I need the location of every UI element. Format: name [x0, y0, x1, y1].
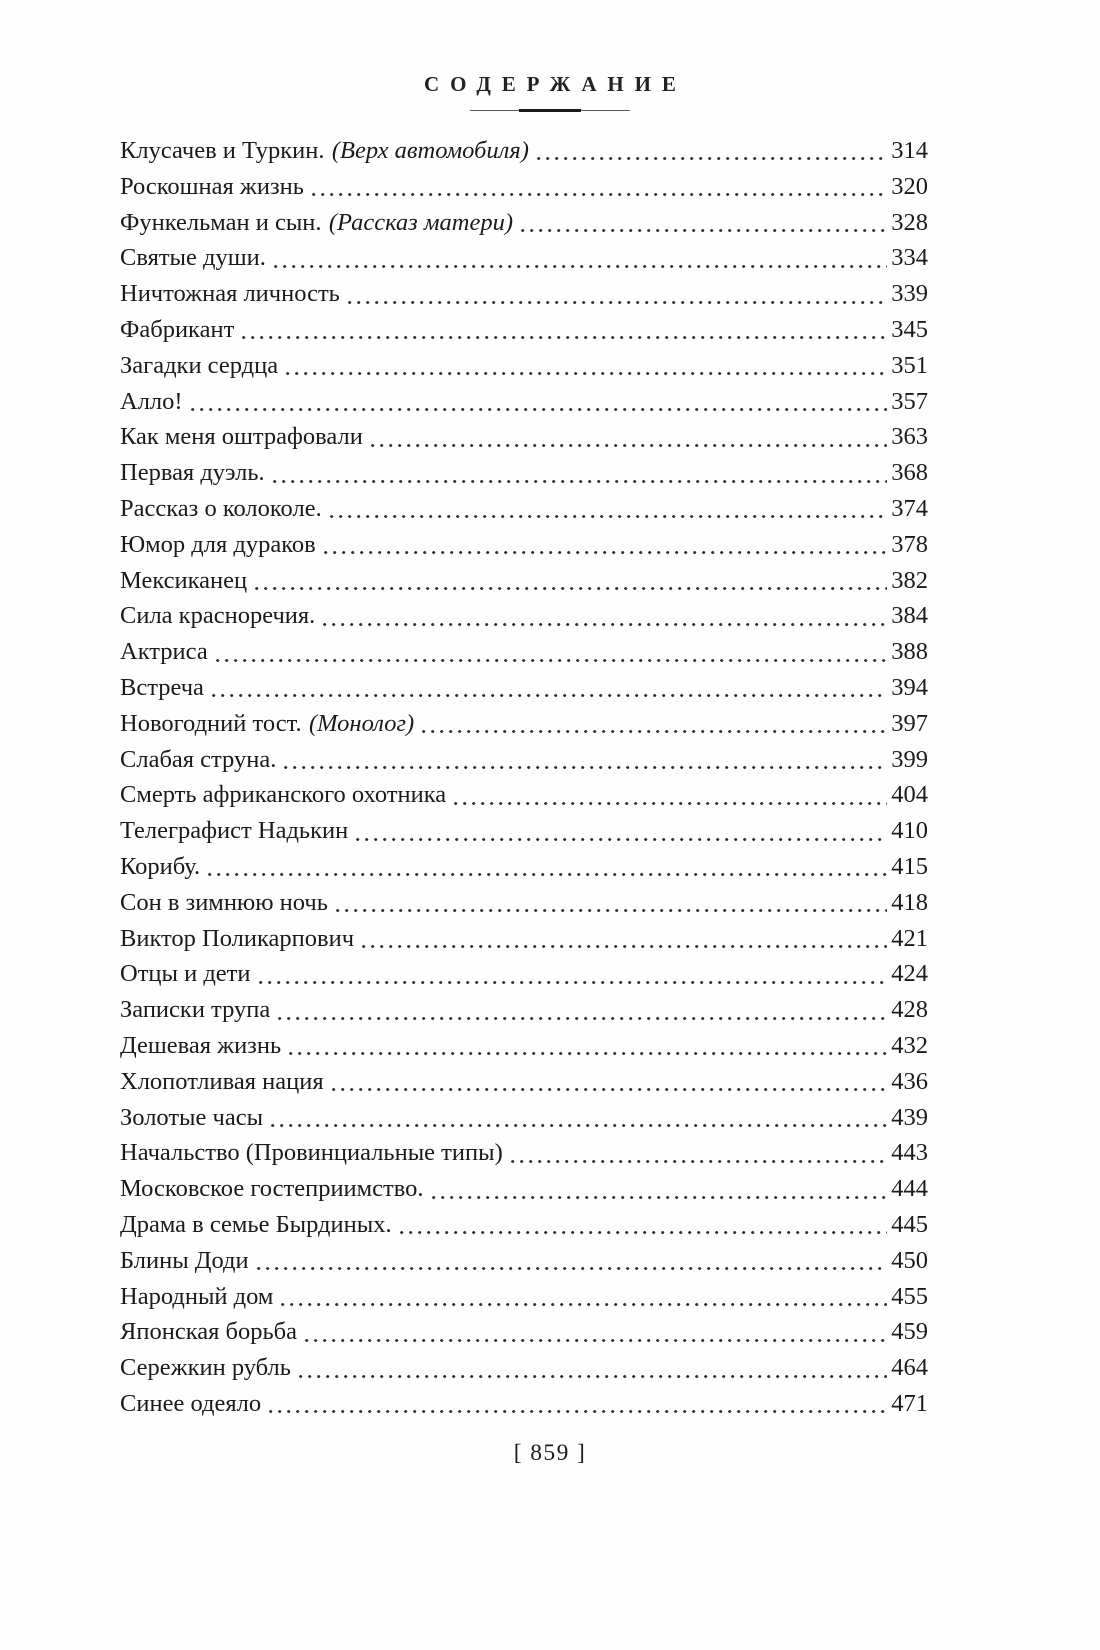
toc-entry-page: 455: [891, 1282, 928, 1310]
toc-entry: [120, 1100, 928, 1136]
toc-entry-page: 388: [891, 638, 928, 666]
header-ornament-divider: [470, 108, 630, 114]
toc-entry: [120, 634, 928, 670]
toc-entry-title: Народный дом: [120, 1282, 274, 1310]
toc-entry-page: 397: [891, 709, 928, 737]
toc-entry: [120, 240, 928, 276]
toc-entry-page: 399: [891, 745, 928, 773]
dot-leader: [276, 992, 889, 1028]
toc-entry-title: Сон в зимнюю ночь: [120, 888, 328, 916]
toc-entry: [120, 956, 928, 992]
toc-entry: [120, 205, 928, 241]
toc-entry-title: Ничтожная личность: [120, 280, 340, 308]
toc-entry: [120, 419, 928, 455]
dot-leader: [214, 634, 890, 670]
toc-entry: [120, 312, 928, 348]
dot-leader: [255, 1243, 890, 1279]
toc-entry: [120, 1064, 928, 1100]
toc-entry-title: Блины Доди: [120, 1246, 249, 1274]
toc-entry-title: Отцы и дети: [120, 960, 251, 988]
toc-entry: [120, 348, 928, 384]
dot-leader: [287, 1028, 889, 1064]
toc-entry-page: 464: [891, 1354, 928, 1382]
toc-entry-title: Слабая струна.: [120, 745, 277, 773]
toc-entry-title: Святые души.: [120, 244, 266, 272]
toc-entry: [120, 813, 928, 849]
dot-leader: [346, 276, 889, 312]
toc-entry-page: 368: [891, 459, 928, 487]
toc-entry-title: Телеграфист Надькин: [120, 817, 349, 845]
dot-leader: [272, 240, 889, 276]
toc-entry-title: Синее одеяло: [120, 1389, 262, 1417]
toc-entry-title: Алло!: [120, 387, 183, 415]
toc-entry-title: Драма в семье Бырдиных.: [120, 1210, 392, 1238]
dot-leader: [328, 491, 890, 527]
toc-entry-page: 378: [891, 530, 928, 558]
toc-entry-title: Виктор Поликарпович: [120, 924, 355, 952]
toc-entry: [120, 1386, 928, 1422]
toc-entry-page: 444: [891, 1175, 928, 1203]
dot-leader: [210, 670, 889, 706]
toc-entry: [120, 276, 928, 312]
toc-entry-page: 339: [891, 280, 928, 308]
toc-entry-title: Начальство (Провинциальные типы): [120, 1139, 503, 1167]
toc-entry-page: 345: [891, 315, 928, 343]
dot-leader: [354, 813, 889, 849]
dot-leader: [334, 885, 889, 921]
toc-entry-title: Клусачев и Туркин.: [120, 137, 325, 164]
dot-leader: [271, 455, 890, 491]
dot-leader: [269, 1100, 889, 1136]
toc-entry: [120, 1243, 928, 1279]
toc-entry-title: Корибу.: [120, 852, 201, 880]
toc-entry: [120, 169, 928, 205]
toc-entry-page: 374: [891, 494, 928, 522]
toc-entry-title: Хлопотливая нация: [120, 1067, 324, 1095]
dot-leader: [267, 1386, 889, 1422]
toc-entry-title: Записки трупа: [120, 996, 271, 1024]
toc-entry-title: Смерть африканского охотника: [120, 781, 447, 809]
dot-leader: [206, 849, 889, 885]
toc-entry-page: 421: [891, 924, 928, 952]
dot-leader: [282, 742, 889, 778]
toc-entry: [120, 706, 928, 742]
toc-entry-page: 424: [891, 960, 928, 988]
toc-entry-title: Функельман и сын.: [120, 208, 322, 236]
toc-entry-page: 450: [891, 1246, 928, 1274]
toc-entry-title: Как меня оштрафовали: [120, 423, 363, 451]
toc-entry-title: Встреча: [120, 673, 204, 701]
toc-entry-title: Актриса: [120, 638, 208, 666]
toc-entry: [120, 1171, 928, 1207]
toc-entry: [120, 1350, 928, 1386]
dot-leader: [303, 1314, 889, 1350]
page-header: [0, 72, 1100, 114]
toc-entry-page: 394: [891, 673, 928, 701]
dot-leader: [240, 312, 889, 348]
toc-entry: [120, 885, 928, 921]
dot-leader: [279, 1279, 889, 1315]
toc-entry: [120, 742, 928, 778]
toc-entry-page: 432: [891, 1031, 928, 1059]
toc-entry-page: 328: [891, 208, 928, 236]
toc-entry-title: Загадки сердца: [120, 351, 279, 379]
ornament-thick-line: [519, 109, 581, 112]
toc-entry: [120, 849, 928, 885]
dot-leader: [398, 1207, 890, 1243]
dot-leader: [519, 205, 889, 241]
toc-entry-title: Роскошная жизнь: [120, 172, 304, 200]
toc-entry-page: 436: [891, 1067, 928, 1095]
toc-entry: [120, 455, 928, 491]
dot-leader: [360, 921, 889, 957]
toc-entry: [120, 384, 928, 420]
toc-entry-subtitle: (Верх автомобиля): [331, 137, 529, 164]
toc-entry: [120, 1135, 928, 1171]
toc-entry: [120, 777, 928, 813]
toc-entry: [120, 1279, 928, 1315]
toc-entry-title: Московское гостеприимство.: [120, 1175, 424, 1203]
dot-leader: [284, 348, 889, 384]
dot-leader: [322, 527, 890, 563]
dot-leader: [189, 384, 890, 420]
toc-entry-title: Сережкин рубль: [120, 1354, 291, 1382]
toc-entry-subtitle: (Монолог): [308, 709, 415, 737]
dot-leader: [330, 1064, 890, 1100]
toc-list: [120, 133, 928, 1422]
toc-entry-page: 410: [891, 817, 928, 845]
toc-entry-page: 357: [891, 387, 928, 415]
toc-entry-page: 334: [891, 244, 928, 272]
toc-entry-title: Сила красноречия.: [120, 602, 316, 630]
toc-entry-page: 418: [891, 888, 928, 916]
dot-leader: [535, 133, 889, 169]
toc-entry-page: 445: [891, 1210, 928, 1238]
toc-entry-title: Золотые часы: [120, 1103, 264, 1131]
toc-entry: [120, 1028, 928, 1064]
toc-entry: [120, 992, 928, 1028]
toc-entry: [120, 1207, 928, 1243]
toc-entry: [120, 670, 928, 706]
dot-leader: [430, 1171, 890, 1207]
toc-entry-page: 384: [891, 602, 928, 630]
dot-leader: [253, 563, 889, 599]
toc-entry: [120, 921, 928, 957]
dot-leader: [257, 956, 890, 992]
dot-leader: [452, 777, 889, 813]
dot-leader: [297, 1350, 889, 1386]
toc-entry-title: Дешевая жизнь: [120, 1031, 282, 1059]
toc-entry: [120, 491, 928, 527]
dot-leader: [369, 419, 889, 455]
toc-entry: [120, 1314, 928, 1350]
dot-leader: [420, 706, 889, 742]
toc-entry-title: Фабрикант: [120, 315, 235, 343]
toc-entry-title: Рассказ о колоколе.: [120, 494, 322, 522]
toc-entry-title: Новогодний тост.: [120, 709, 302, 737]
toc-entry-page: 439: [891, 1103, 928, 1131]
toc-entry-page: 459: [891, 1318, 928, 1346]
toc-entry: [120, 133, 928, 169]
toc-entry-page: 428: [891, 996, 928, 1024]
toc-entry: [120, 563, 928, 599]
toc-entry-page: 404: [891, 781, 928, 809]
toc-entry: [120, 527, 928, 563]
toc-entry-subtitle: (Рассказ матери): [328, 208, 513, 236]
toc-entry-page: 351: [891, 351, 928, 379]
toc-entry-page: 415: [891, 852, 928, 880]
toc-entry-title: Юмор для дураков: [120, 530, 316, 558]
toc-entry-title: Первая дуэль.: [120, 459, 265, 487]
toc-entry-page: 363: [891, 423, 928, 451]
toc-entry-page: 382: [891, 566, 928, 594]
toc-entry-page: 320: [891, 172, 928, 200]
page-footer: [0, 1440, 1100, 1467]
dot-leader: [321, 598, 889, 634]
toc-entry-title: Японская борьба: [120, 1318, 297, 1346]
folio-page-number: [ 859 ]: [513, 1440, 587, 1466]
dot-leader: [509, 1135, 890, 1171]
toc-entry: [120, 598, 928, 634]
toc-entry-page: 314: [891, 137, 928, 164]
contents-heading: СОДЕРЖАНИЕ: [424, 72, 687, 96]
dot-leader: [310, 169, 889, 205]
toc-entry-title: Мексиканец: [120, 566, 248, 594]
toc-entry-page: 471: [891, 1389, 928, 1417]
toc-entry-page: 443: [891, 1139, 928, 1167]
